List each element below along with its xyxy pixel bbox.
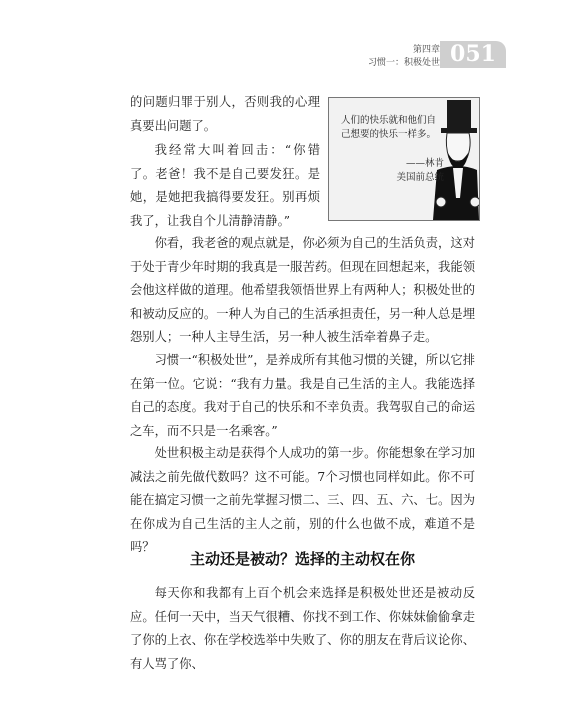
section-label: 习惯一：积极处世 — [367, 58, 440, 68]
sidebar-attribution — [339, 157, 444, 185]
paragraph-5: 处世积极主动是获得个人成功的第一步。你能想象在学习加减法之前先做代数吗？这不可能。7个习惯也同样如此。你不可能在搞定习惯一之前先掌握习惯二、三、四、五、六、七。因为在你成为自己生活的主人之前，别的什么也做不成，难道不是吗？ — [130, 446, 475, 554]
paragraph-6: 每天你和我都有上百个机会来选择是积极处世还是被动反应。任何一天中，当天气很糟、你找不到工作、你妹妹偷偷拿走了你的上衣、你在学校选举中失败了、你的朋友在背后议论你、有人骂了你、 — [130, 586, 475, 671]
quote-sidebar — [328, 97, 480, 221]
paragraph-4: 习惯一“积极处世”，是养成所有其他习惯的关键，所以它排在第一位。它说：“我有力量。我是自己生活的主人。我能选择自己的态度。我对于自己的快乐和不幸负责。我驾驭自己的命运之车，而不只是一名乘客。” — [130, 353, 475, 438]
page-number: 051 — [440, 41, 506, 68]
quote-author-title: 美国前总统 — [396, 172, 444, 183]
sidebar-quote: 人们的快乐就和他们自己想要的快乐一样多。 — [341, 115, 437, 140]
paragraph-1: 的问题归罪于别人，否则我的心理真要出问题了。 — [130, 95, 320, 133]
paragraph-3: 你看，我老爸的观点就是，你必须为自己的生活负责，这对于处于青少年时期的我真是一服苦药。但现在回想起来，我能领会他这样做的道理。他希望我领悟世界上有两种人；积极处世的和被动反应的。一种人为自己的生活承担责任，另一种人总是埋怨别人；一种人主导生活，另一种人被生活牵着鼻子走。 — [130, 236, 475, 344]
page-header — [0, 0, 585, 75]
chapter-label: 第四章 — [412, 45, 440, 55]
paragraph-2: 我经常大叫着回击：“你错了。老爸！我不是自己要发狂。是她，是她把我搞得要发狂。别再烦我了，让我自个儿清静清静。” — [130, 143, 320, 228]
section-heading: 主动还是被动？选择的主动权在你 — [189, 550, 415, 568]
quote-author: ——林肯 — [405, 158, 444, 169]
